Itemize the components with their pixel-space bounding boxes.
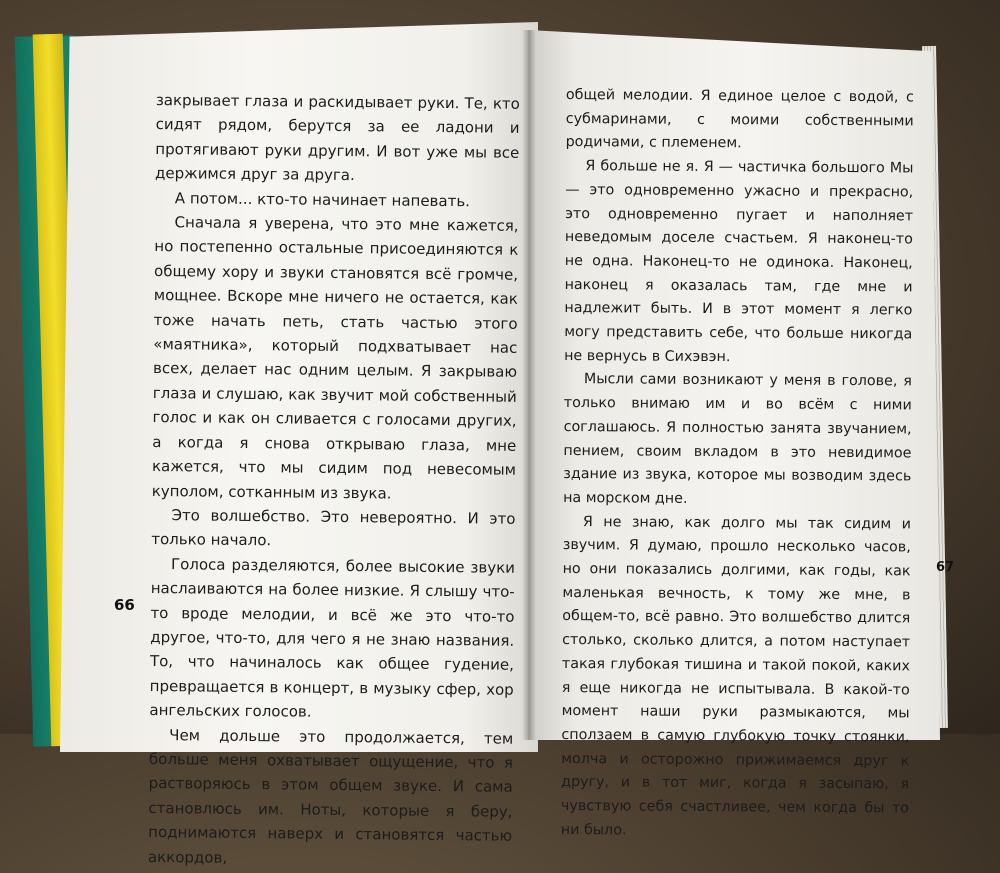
right-page-text (561, 84, 914, 845)
left-paragraph-1: закрывает глаза и раскидывает руки. Те, кто сидят рядом, берутся за ее ладони и протягивают руки другим. И вот уже мы все держимся друг за друга. (155, 90, 520, 185)
page-number-left: 66 (114, 596, 135, 614)
left-paragraph-5: Голоса разделяются, более высокие звуки наслаиваются на более низкие. Я слышу что-то вроде мелодии, и всё же это что-то другое, что-то, для чего я не знаю названия. То, что начиналось как общее гудение, превращается в концерт, в музыку сфер, хор ангельских голосов. (149, 554, 516, 721)
right-paragraph-3: Мысли сами возникают у меня в голове, я только внимаю им и во всём с ними соглашаюсь. Я полностью занята звучанием, пением, своим вкладом в это невидимое здание из звука, которое мы возводим здесь на морском дне. (563, 371, 912, 507)
left-paragraph-2: А потом... кто-то начинает напевать. (174, 188, 471, 210)
book-gutter (522, 30, 536, 740)
page-number-right: 67 (936, 560, 955, 575)
left-paragraph-6: Чем дольше это продолжается, тем больше меня охватывает ощущение, что я растворяюсь в этом общем звуке. И сама становлюсь им. Ноты, которые я беру, поднимаются наверх и становятся частью аккордов, (147, 725, 514, 867)
right-paragraph-1: общей мелодии. Я единое целое с водой, с субмаринами, с моими собственными родичами, с племенем. (565, 86, 914, 152)
right-paragraph-2: Я больше не я. Я — частичка большого Мы — это одновременно ужасно и прекрасно, это одновременно пугает и наполняет неведомым доселе счастьем. Я наконец-то не одна. Наконец-то не одинока. Наконец, наконец я оказалась там, где мне и надлежит быть. И в этот момент я легко могу представить себе, что больше никогда не вернусь в Сихэвэн. (564, 158, 914, 365)
left-paragraph-4: Это волшебство. Это невероятно. И это только начало. (151, 506, 516, 550)
right-paragraph-4: Я не знаю, как долго мы так сидим и звучим. Я думаю, прошло несколько часов, но они показались долгими, как годы, как маленькая вечность, к тому же мне, в общем-то, всё равно. Это волшебство длится столько, сколько длится, а потом наступает такая глубокая тишина и такой покой, каких я еще никогда не испытывала. В какой-то момент наши руки размыкаются, мы сползаем в самую глубокую точку стоянки, молча и осторожно прижимаемся друг к другу, и в тот миг, когда я засыпаю, я чувствую себя счастливее, чем когда бы то ни было. (560, 513, 911, 839)
left-paragraph-3: Сначала я уверена, что это мне кажется, но постепенно остальные присоединяются к общему хору и звуки становятся всё громче, мощнее. Вскоре мне ничего не остается, как тоже начать петь, стать частью этого «маятника», который подхватывает нас всех, делает нас одним целым. Я закрываю глаза и слушаю, как звучит мой собственный голос и как он сливается с голосами других, а когда я снова открываю глаза, мне кажется, что мы сидим под невесомым куполом, сотканным из звука. (151, 213, 519, 502)
left-page-text (148, 88, 520, 873)
